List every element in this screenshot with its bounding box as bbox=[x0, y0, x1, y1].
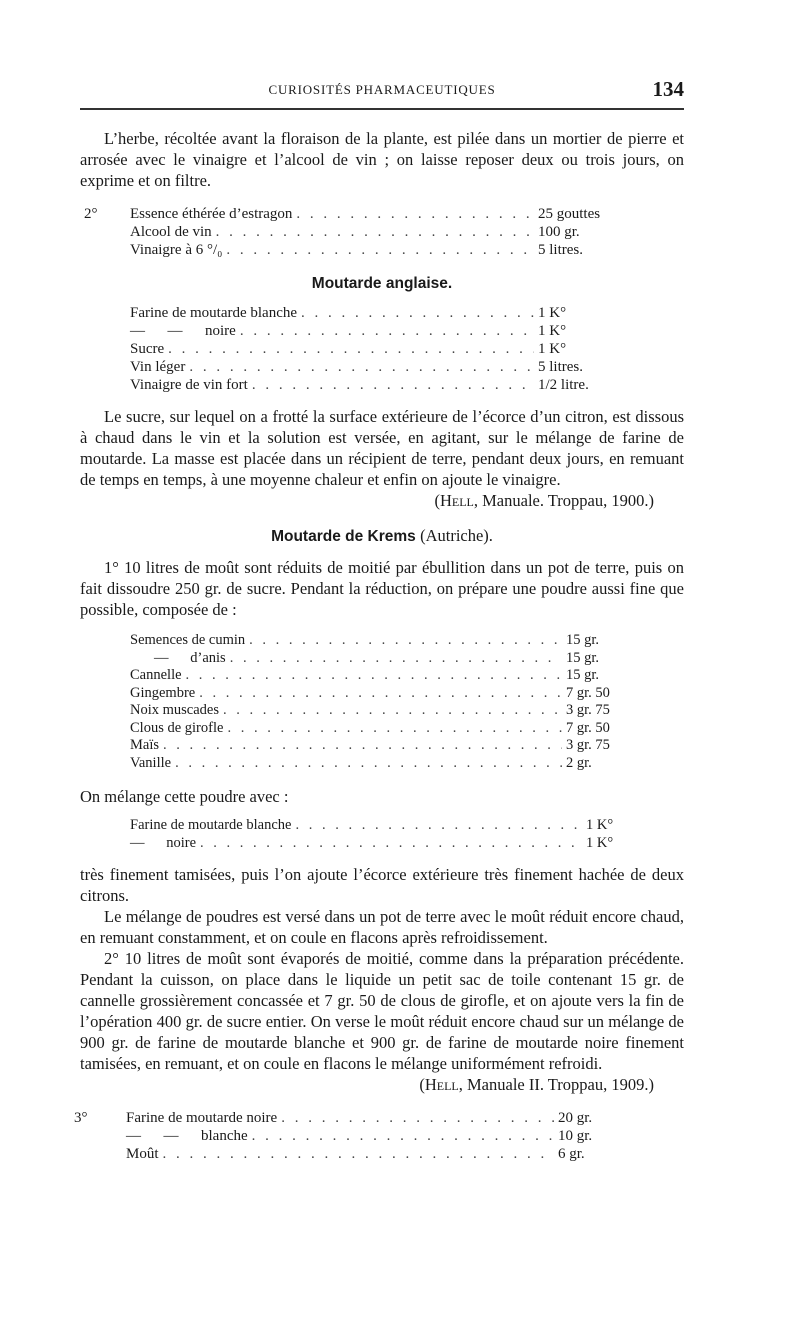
ingredient-row: Cannelle . . . 15 gr. bbox=[130, 667, 640, 685]
section-title-krems: Moutarde de Krems (Autriche). bbox=[271, 526, 493, 545]
section-title-anglaise: Moutarde anglaise. bbox=[311, 275, 453, 292]
ingredient-row: — d’anis . . . 15 gr. bbox=[130, 650, 640, 668]
ingredient-row: — — noire . . . 1 K° bbox=[130, 322, 618, 340]
intro-paragraph: L’herbe, récoltée avant la floraison de la plante, est pilée dans un mortier de pierre et arrosée avec le vinaigre et l’alcool de vin ; on laisse reposer deux ou trois jours, on exprime et on filtre. bbox=[80, 129, 684, 190]
header-rule bbox=[80, 108, 684, 110]
recipe-number: 2° bbox=[84, 206, 98, 222]
ingredient-row: Farine de moutarde blanche . . . 1 K° bbox=[130, 304, 618, 322]
ingredient-row: Moût . . . 6 gr. bbox=[126, 1145, 614, 1163]
ingredient-row: Gingembre . . . 7 gr. 50 bbox=[130, 685, 640, 703]
running-title: CURIOSITÉS PHARMACEUTIQUES bbox=[268, 82, 496, 97]
mix-intro: On mélange cette poudre avec : bbox=[80, 787, 289, 806]
ingredient-row: Semences de cumin . . . 15 gr. bbox=[130, 632, 640, 650]
recipe-estragon bbox=[80, 205, 684, 259]
page-header bbox=[80, 78, 684, 102]
ingredient-row: — — blanche . . . 10 gr. bbox=[126, 1127, 614, 1145]
ingredient-row: Vanille . . . 2 gr. bbox=[130, 755, 640, 773]
page-body bbox=[74, 128, 684, 1175]
recipe-number: 3° bbox=[74, 1110, 88, 1126]
page-number: 134 bbox=[652, 77, 684, 101]
ingredient-row: Sucre . . . 1 K° bbox=[130, 340, 618, 358]
ingredient-row: Noix muscades . . . 3 gr. 75 bbox=[130, 702, 640, 720]
ingredient-row: Clous de girofle . . . 7 gr. 50 bbox=[130, 720, 640, 738]
anglaise-paragraph: Le sucre, sur lequel on a frotté la surface extérieure de l’écorce d’un citron, est dissous à chaud dans le vin et la solution est versée, en agitant, sur le mélange de farine de moutarde. La masse est placée dans un récipient de terre, pendant deux jours, en remuant de temps en temps, à une moyenne chaleur et enfin on ajoute le vinaigre. bbox=[80, 407, 684, 489]
citation-hell-1900: (Hell, Manuale. Troppau, 1900.) bbox=[434, 491, 654, 510]
ingredient-row: Vin léger . . . 5 litres. bbox=[130, 358, 618, 376]
citation-hell-1909: (Hell, Manuale II. Troppau, 1909.) bbox=[419, 1075, 654, 1094]
krems-paragraph-4: 2° 10 litres de moût sont évaporés de moitié, comme dans la préparation précédente. Pendant la cuisson, on place dans le liquide un petit sac de toile contenant 15 gr. de cannelle grossièrement concassée et 7 gr. 50 de clous de girofle, et on ajoute vers la fin de l’opération 400 gr. de sucre entier. On verse le moût réduit encore chaud sur un mélange de 900 gr. de farine de moutarde blanche et 900 gr. de farine de moutarde noire finement tamisées, en remuant, et on coule en flacons le mélange uniformément refroidi. bbox=[80, 949, 684, 1073]
ingredient-row: Vinaigre à 6 °/₀ . . . 5 litres. bbox=[130, 241, 618, 259]
ingredient-row: Essence éthérée d’estragon . . . 25 gouttes bbox=[130, 205, 618, 223]
krems-paragraph-3: Le mélange de poudres est versé dans un pot de terre avec le moût réduit encore chaud, en remuant constamment, et on coule en flacons après refroidissement. bbox=[80, 907, 684, 947]
krems-paragraph-2: très finement tamisées, puis l’on ajoute l’écorce extérieure très finement hachée de deux citrons. bbox=[80, 865, 684, 905]
recipe-spices bbox=[80, 632, 684, 772]
ingredient-row: Maïs . . . 3 gr. 75 bbox=[130, 737, 640, 755]
ingredient-row: Farine de moutarde blanche . . . 1 K° bbox=[130, 817, 640, 835]
ingredient-row: Farine de moutarde noire . . . 20 gr. bbox=[126, 1109, 614, 1127]
ingredient-row: — noire . . . 1 K° bbox=[130, 835, 640, 853]
recipe-anglaise bbox=[80, 304, 684, 394]
recipe-3 bbox=[74, 1109, 684, 1163]
ingredient-row: Alcool de vin . . . 100 gr. bbox=[130, 223, 618, 241]
ingredient-row: Vinaigre de vin fort . . . 1/2 litre. bbox=[130, 376, 618, 394]
recipe-flours bbox=[80, 817, 684, 852]
krems-paragraph-1: 1° 10 litres de moût sont réduits de moitié par ébullition dans un pot de terre, puis on fait dissoudre 250 gr. de sucre. Pendant la réduction, on prépare une poudre aussi fine que possible, composée de : bbox=[80, 558, 684, 619]
